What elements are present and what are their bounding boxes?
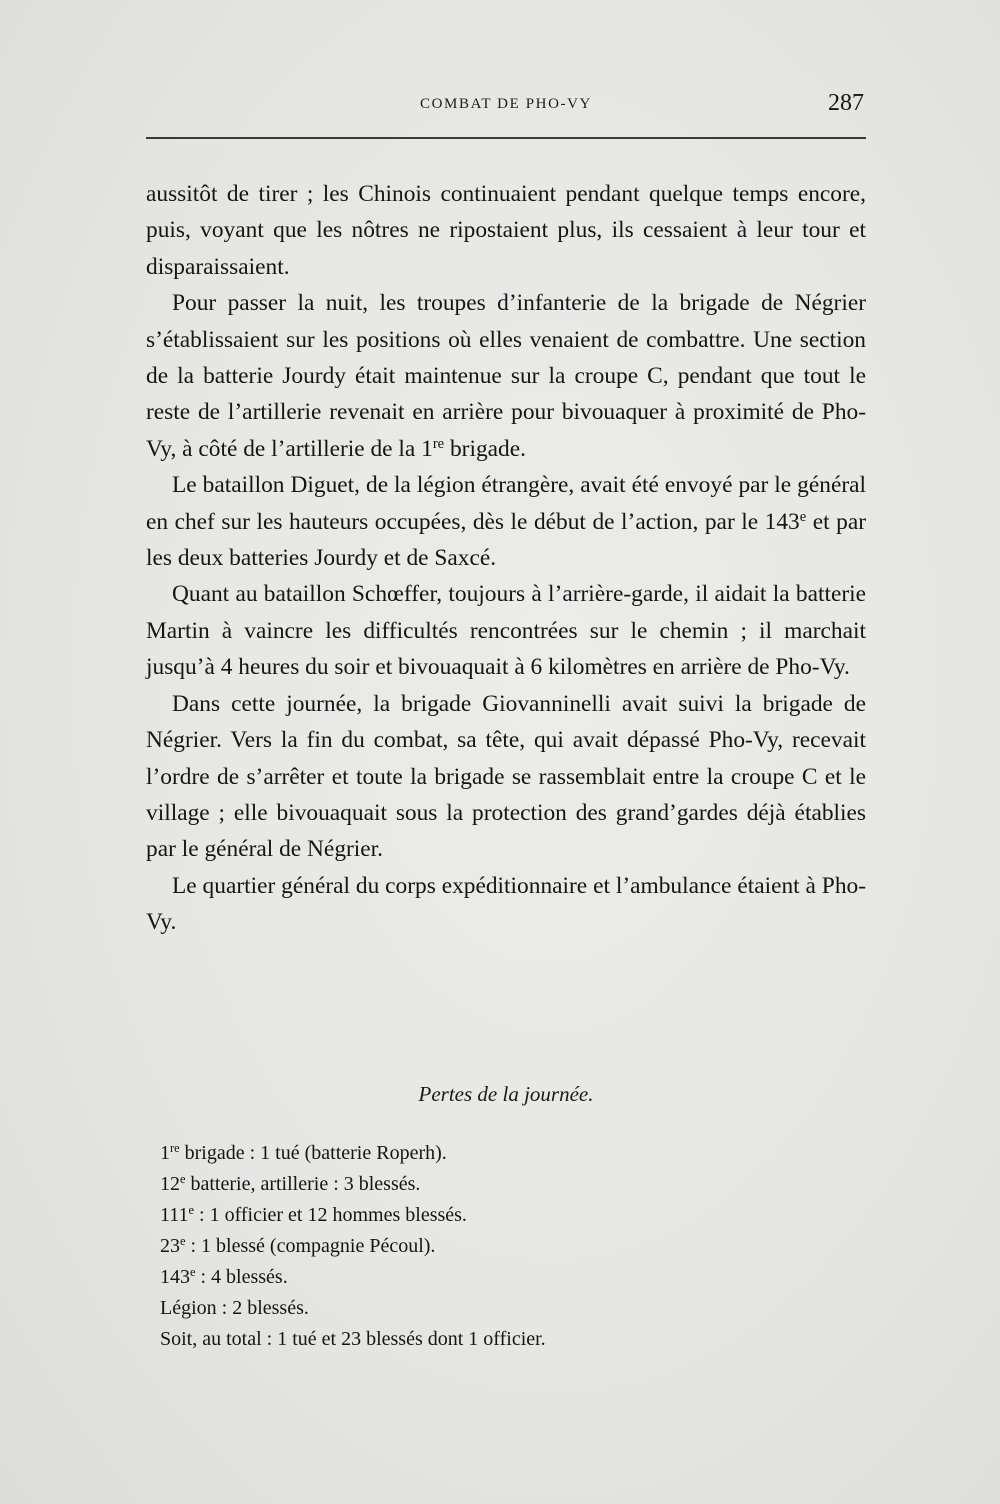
paragraph: Le quartier général du corps expéditionnaire et l’ambulance étaient à Pho-Vy. <box>146 872 866 936</box>
loss-line: 111e : 1 officier et 12 hommes blessés. <box>160 1203 467 1226</box>
paragraph: Le bataillon Diguet, de la légion étrangère, avait été envoyé par le général en chef sur les hauteurs occupées, dès le début de l’action, par le 143e et par les deux batteries Jourdy et de Saxcé. <box>146 472 866 572</box>
page-number: 287 <box>828 90 864 116</box>
loss-line: 12e batterie, artillerie : 3 blessés. <box>160 1172 421 1195</box>
loss-line: Soit, au total : 1 tué et 23 blessés dont 1 officier. <box>160 1328 546 1350</box>
header-rule <box>146 137 866 139</box>
loss-line: 23e : 1 blessé (compagnie Pécoul). <box>160 1234 436 1257</box>
running-head: COMBAT DE PHO-VY <box>419 96 592 112</box>
paragraph: aussitôt de tirer ; les Chinois continuaient pendant quelque temps encore, puis, voyant que les nôtres ne ripostaient plus, ils cessaient à leur tour et disparaissaient. <box>146 181 866 280</box>
losses-list <box>160 1138 860 1355</box>
page-header <box>146 90 866 126</box>
loss-line: Légion : 2 blessés. <box>160 1297 309 1319</box>
loss-line: 1re brigade : 1 tué (batterie Roperh). <box>160 1141 447 1164</box>
paragraph: Pour passer la nuit, les troupes d’infanterie de la brigade de Négrier s’établissaient sur les positions où elles venaient de combattre. Une section de la batterie Jourdy était maintenue sur la croupe C, pendant que tout le reste de l’artillerie revenait en arrière pour bivouaquer à proximité de Pho-Vy, à côté de l’artillerie de la 1re brigade. <box>146 290 866 462</box>
losses-caption: Pertes de la journée. <box>418 1082 594 1106</box>
body-text <box>146 176 866 941</box>
paragraph: Quant au bataillon Schœffer, toujours à l’arrière-garde, il aidait la batterie Martin à vaincre les difficultés rencontrées sur le chemin ; il marchait jusqu’à 4 heures du soir et bivouaquait à 6 kilomètres en arrière de Pho-Vy. <box>146 581 866 681</box>
paragraph: Dans cette journée, la brigade Giovanninelli avait suivi la brigade de Négrier. Vers la fin du combat, sa tête, qui avait dépassé Pho-Vy, recevait l’ordre de s’arrêter et toute la brigade se rassemblait entre la croupe C et le village ; elle bivouaquait sous la protection des grand’gardes déjà établies par le général de Négrier. <box>146 690 866 863</box>
loss-line: 143e : 4 blessés. <box>160 1265 288 1288</box>
